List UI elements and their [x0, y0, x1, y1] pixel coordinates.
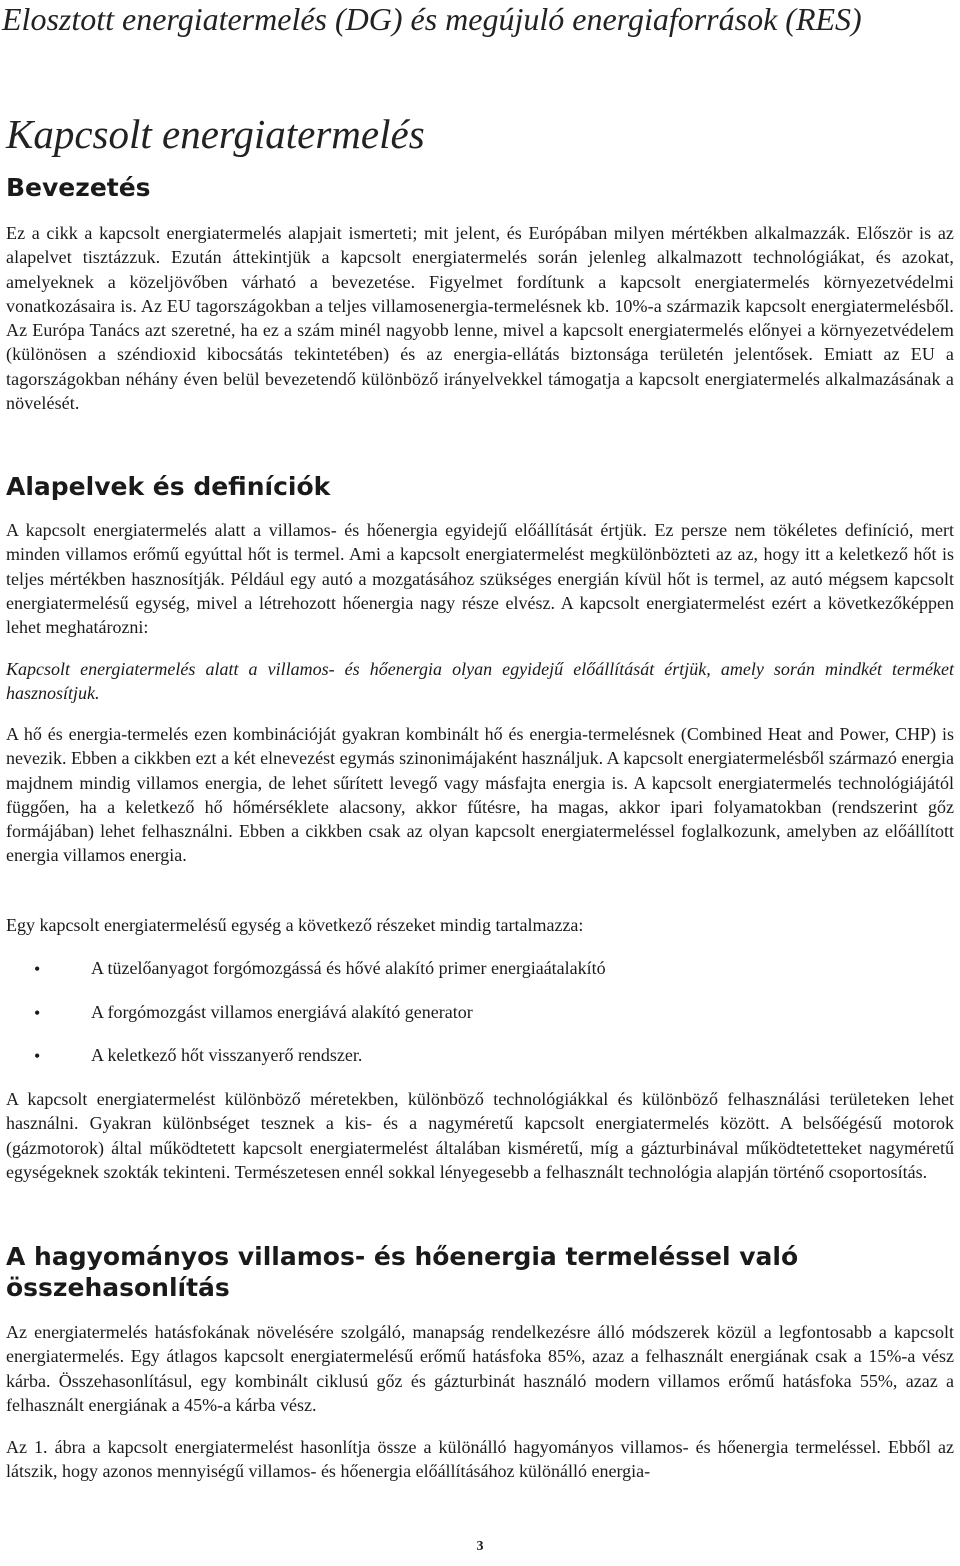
list-item — [6, 956, 954, 1000]
bullet-icon: • — [34, 959, 41, 979]
list-item-text: A tüzelőanyagot forgómozgássá és hővé alakító primer energiaátalakító — [91, 958, 606, 978]
list-item-text: A keletkező hőt visszanyerő rendszer. — [91, 1045, 363, 1065]
component-list — [6, 956, 954, 1087]
page-number: 3 — [476, 1539, 484, 1554]
comparison-paragraph-1: Az energiatermelés hatásfokának növelésére szolgáló, manapság rendelkezésre álló módszerek közül a legfontosabb a kapcsolt energiatermelés. Egy átlagos kapcsolt energiatermelésű erőmű hatásfoka 85%, azaz a felhasznált energiának csak a 15%-a vész kárba. Összehasonlításul, egy kombinált ciklusú gőz és gázturbinát használó modern villamos erőmű hatásfoka 55%, azaz a felhasznált energiának a 45%-a kárba vész. — [6, 1322, 954, 1415]
principles-paragraph-1: A kapcsolt energiatermelés alatt a villamos- és hőenergia egyidejű előállítását értjük. Ez persze nem tökéletes definíció, mert minden villamos erőmű egyúttal hőt is termel. Ami a kapcsolt energiatermelést megkülönbözteti az az, hogy itt a keletkező hőt is teljes mértékben hasznosítják. Például egy autó a mozgatásához szükséges energián kívül hőt is termel, az autó mégsem kapcsolt energiatermelésű egység, mivel a létrehozott hőenergia nagy része elvész. A kapcsolt energiatermelést ezért a következőképpen lehet meghatározni: — [6, 520, 954, 638]
section-heading-principles: Alapelvek és definíciók — [6, 472, 331, 501]
list-item — [6, 1000, 954, 1044]
principles-paragraph-4: A kapcsolt energiatermelést különböző méretekben, különböző technológiákkal és különböző felhasználási területeken lehet használni. Gyakran különbséget tesznek a kis- és a nagyméretű kapcsolt energiatermelés között. A belsőégésű motorok (gázmotorok) által működtetett kapcsolt energiatermelést általában kisméretű, míg a gázturbinával működtetetteket nagyméretű egységeknek szokták tekinteni. Természetesen ennél sokkal lényegesebb a felhasznált technológia alapján történő csoportosítás. — [6, 1089, 954, 1182]
section-heading-intro: Bevezetés — [6, 173, 151, 202]
page-title: Kapcsolt energiatermelés — [6, 111, 425, 157]
bullet-icon: • — [34, 1046, 41, 1066]
comparison-paragraph-2: Az 1. ábra a kapcsolt energiatermelést hasonlítja össze a különálló hagyományos villamos- és hőenergia termeléssel. Ebből az látszik, hogy azonos mennyiségű villamos- és hőenergia előállításához különálló energia- — [6, 1437, 954, 1482]
principles-paragraph-2: A hő és energia-termelés ezen kombinációját gyakran kombinált hő és energia-termelésnek (Combined Heat and Power, CHP) is nevezik. Ebben a cikkben ezt a két elnevezést egymás szinonimájaként használjuk. A kapcsolt energiatermelésből származó energia majdnem mindig villamos energia, de lehet sűrített levegő vagy másfajta energia is. A kapcsolt energiatermelés technológiájától függően, ha a keletkező hő hőmérséklete alacsony, akkor fűtésre, ha magas, akkor ipari folyamatokban (rendszerint gőz formájában) lehet felhasználni. Ebben a cikkben csak az olyan kapcsolt energiatermeléssel foglalkozunk, amelyben az előállított energia villamos energia. — [6, 724, 954, 866]
principles-paragraph-3: Egy kapcsolt energiatermelésű egység a következő részeket mindig tartalmazza: — [6, 915, 584, 935]
definition-paragraph: Kapcsolt energiatermelés alatt a villamos- és hőenergia olyan egyidejű előállítását értjük, amely során mindkét terméket hasznosítjuk. — [6, 659, 954, 704]
section-heading-comparison: A hagyományos villamos- és hőenergia termeléssel való összehasonlítás — [6, 1242, 799, 1302]
running-header: Elosztott energiatermelés (DG) és megújuló energiaforrások (RES) — [2, 1, 862, 37]
bullet-icon: • — [34, 1002, 41, 1023]
list-item — [6, 1043, 954, 1087]
list-item-text: A forgómozgást villamos energiává alakító generator — [91, 1001, 473, 1022]
intro-paragraph: Ez a cikk a kapcsolt energiatermelés alapjait ismerteti; mit jelent, és Európában milyen mértékben alkalmazzák. Először is az alapelvet tisztázzuk. Ezután áttekintjük a kapcsolt energiatermelés során jelenleg alkalmazott technológiákat, és azokat, amelyeknek a közeljövőben várható a bevezetése. Figyelmet fordítunk a kapcsolt energiatermelés környezetvédelmi vonatkozásaira is. Az EU tagországokban a teljes villamosenergia-termelésnek kb. 10%-a származik kapcsolt energiatermelésből. Az Európa Tanács azt szeretné, ha ez a szám minél nagyobb lenne, mivel a kapcsolt energiatermelés előnyei a környezetvédelem (különösen a széndioxid kibocsátás tekintetében) és az energia-ellátás biztonsága területén jelentősek. Emiatt az EU a tagországokban néhány éven belül bevezetendő különböző irányelvekkel támogatja a kapcsolt energiatermelés alkalmazásának a növelését. — [6, 223, 954, 414]
